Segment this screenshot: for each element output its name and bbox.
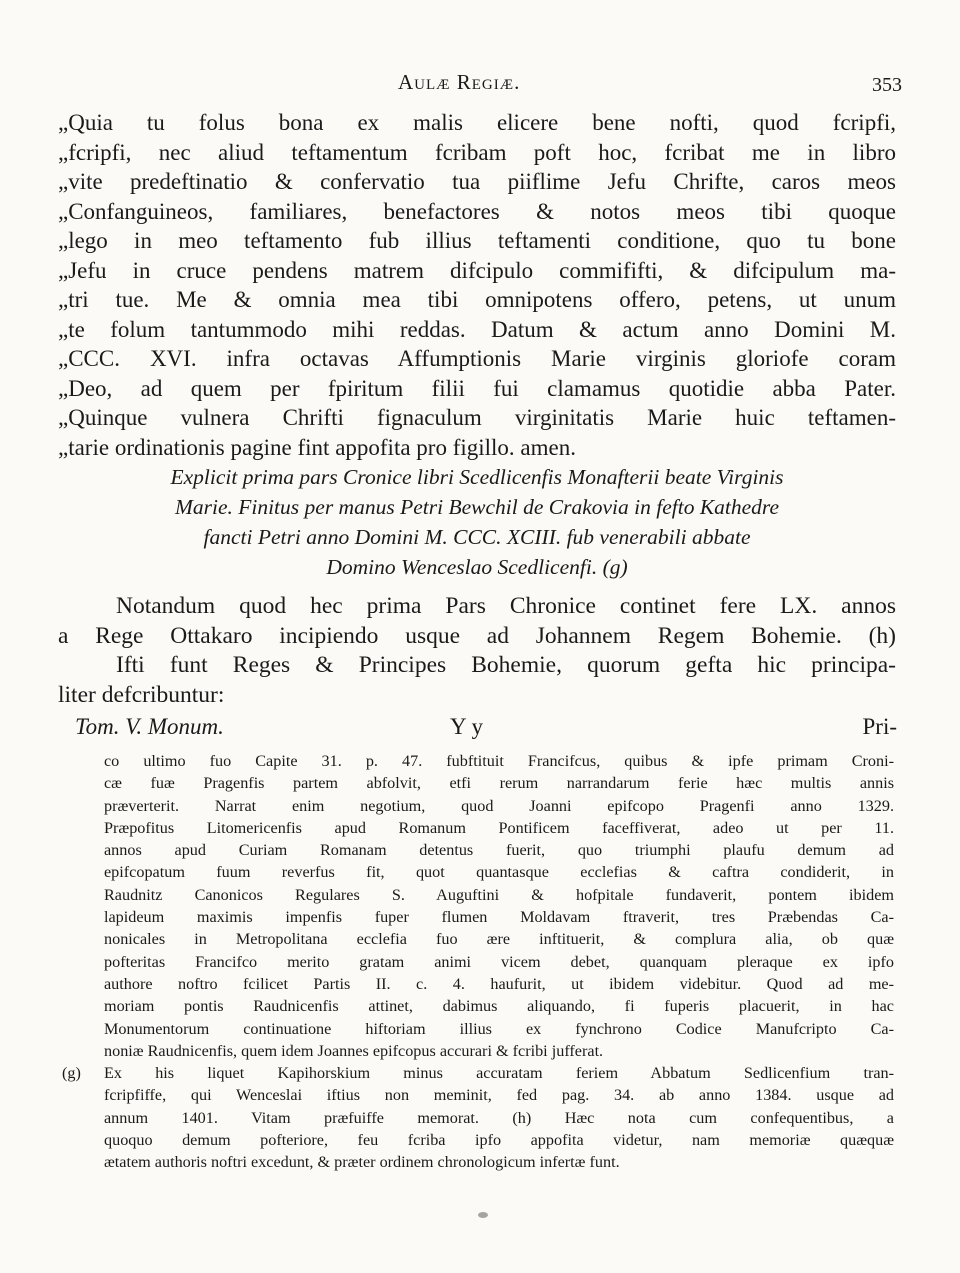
colophon-line: Marie. Finitus per manus Petri Bewchil de Crakovia in fefto Kathedre [174, 495, 780, 519]
text-line: „tri tue. Me & omnia mea tibi omnipotens offero, petens, ut unum [58, 287, 896, 312]
footnote-line: nonicales in Metropolitana ecclefia fuo ære inftituerit, & complura alia, ob quæ [104, 930, 894, 949]
testament-text [58, 108, 896, 462]
text-line: „vite predeftinatio & confervatio tua piiflime Jefu Chrifte, caros meos [58, 169, 896, 194]
footnote-line: epifcopatum fuum reverfus fit, quot quantasque ecclefias & caftra condiderit, in [104, 863, 894, 882]
text-line: liter defcribuntur: [58, 681, 225, 708]
footnote-line: fcripfiffe, qui Wenceslai iftius non meminit, fed pag. 34. ab anno 1384. usque ad [104, 1086, 894, 1105]
footnote-line: Raudnitz Canonicos Regulares S. Auguftini & hofpitale fundaverit, pontem ibidem [104, 885, 894, 904]
footnote-line: Monumentorum continuatione hiftoriam illius ex fynchrono Codice Manufcripto Ca- [104, 1019, 894, 1038]
notandum-paragraph [58, 592, 896, 710]
text-line: „te folum tantummodo mihi reddas. Datum & actum anno Domini M. [58, 316, 896, 342]
signature-line [75, 712, 897, 742]
text-line: „Jefu in cruce pendens matrem difcipulo commififti, & difcipulum ma- [58, 257, 896, 283]
sheet-signature: Y y [450, 714, 484, 739]
footnote-line: co ultimo fuo Capite 31. p. 47. fubftituit Francifcus, quibus & ipfe primam Croni- [104, 752, 894, 770]
footnote-line: cæ fuæ Pragenfis partem abfolvit, etfi rerum narrandarum ferie hæc multis annis [104, 774, 894, 793]
colophon [58, 462, 896, 582]
footnote-line: Ex his liquet Kapihorskium minus accuratam feriem Abbatum Sedlicenfium tran- [104, 1064, 894, 1083]
running-title: Aulæ Regiæ. [398, 70, 521, 94]
text-line: „Quia tu folus bona ex malis elicere bene nofti, quod fcripfi, [58, 110, 896, 135]
footnote-line: ætatem authoris noftri excedunt, & præter ordinem chronologicum infertæ funt. [104, 1153, 620, 1172]
footnote-line: quoquo demum pofteriore, feu fcriba ipfo appofita videtur, nam memoriæ quæquæ [104, 1131, 894, 1150]
running-head [0, 70, 960, 100]
footnote-line: noniæ Raudnicenfis, quem idem Joannes epifcopus accurari & fcribi jufferat. [104, 1041, 604, 1060]
colophon-line: Explicit prima pars Cronice libri Scedlicenfis Monafterii beate Virginis [170, 465, 784, 489]
colophon-line: Domino Wenceslao Scedlicenfi. (g) [326, 555, 628, 579]
footnote-line: annos apud Curiam Romanam detentus fuerit, quo triumphi plaufu demum ad [104, 841, 894, 860]
text-line: „tarie ordinationis pagine fint appofita pro figillo. amen. [58, 434, 576, 460]
footnote-line: præverterit. Narrat enim negotium, quod Joanni epifcopo Pragenfi anno 1329. [104, 796, 894, 815]
footnote-line: Præpofitus Litomericenfis apud Romanum Pontificem faceffiverat, adeo ut per 11. [104, 818, 894, 837]
text-line: Notandum quod hec prima Pars Chronice continet fere LX. annos [116, 593, 896, 619]
footnote-marker: (g) [62, 1064, 81, 1083]
footnote-g [62, 1062, 894, 1173]
ink-blot [478, 1212, 488, 1218]
footnote-line: moriam pontis Raudnicenfis attinet, dabimus aliquando, fi fuperis placuerit, in hac [104, 997, 894, 1016]
footnote-line: lapideum maximis impenfis fuper flumen Moldavam ftraverit, tres Præbendas Ca- [104, 908, 894, 927]
text-line: „Confanguineos, familiares, benefactores & notos meos tibi quoque [58, 198, 896, 224]
text-line: „lego in meo teftamento fub illius teftamenti conditione, quo tu bone [58, 228, 896, 253]
colophon-line: fancti Petri anno Domini M. CCC. XCIII. fub venerabili abbate [203, 525, 751, 549]
catchword: Pri- [862, 714, 897, 739]
text-line: Ifti funt Reges & Principes Bohemie, quorum gefta hic principa- [116, 652, 896, 678]
text-line: „fcripfi, nec aliud teftamentum fcribam poft hoc, fcribat me in libro [58, 139, 896, 165]
volume-signature: Tom. V. Monum. [75, 714, 224, 739]
text-line: „CCC. XVI. infra octavas Affumptionis Marie virginis gloriofe coram [58, 346, 896, 371]
footnotes [62, 750, 894, 1174]
text-line: „Quinque vulnera Chrifti fignaculum virginitatis Marie huic teftamen- [58, 405, 896, 430]
footnote-line: authore noftro fcilicet Partis II. c. 4. haufurit, ut ibidem videbitur. Quod ad me- [104, 974, 894, 993]
text-line: „Deo, ad quem per fpiritum filii fui clamamus quotidie abba Pater. [58, 375, 896, 401]
footnote-line: annum 1401. Vitam præfuiffe memorat. (h) Hæc nota cum confequentibus, a [104, 1108, 894, 1127]
footnote-line: pofteritas Francifco merito gratam animi vicem debet, quanquam pleraque ex ipfo [104, 952, 894, 971]
page-number: 353 [872, 74, 902, 96]
text-line: a Rege Ottakaro incipiendo usque ad Johannem Regem Bohemie. (h) [58, 622, 896, 649]
